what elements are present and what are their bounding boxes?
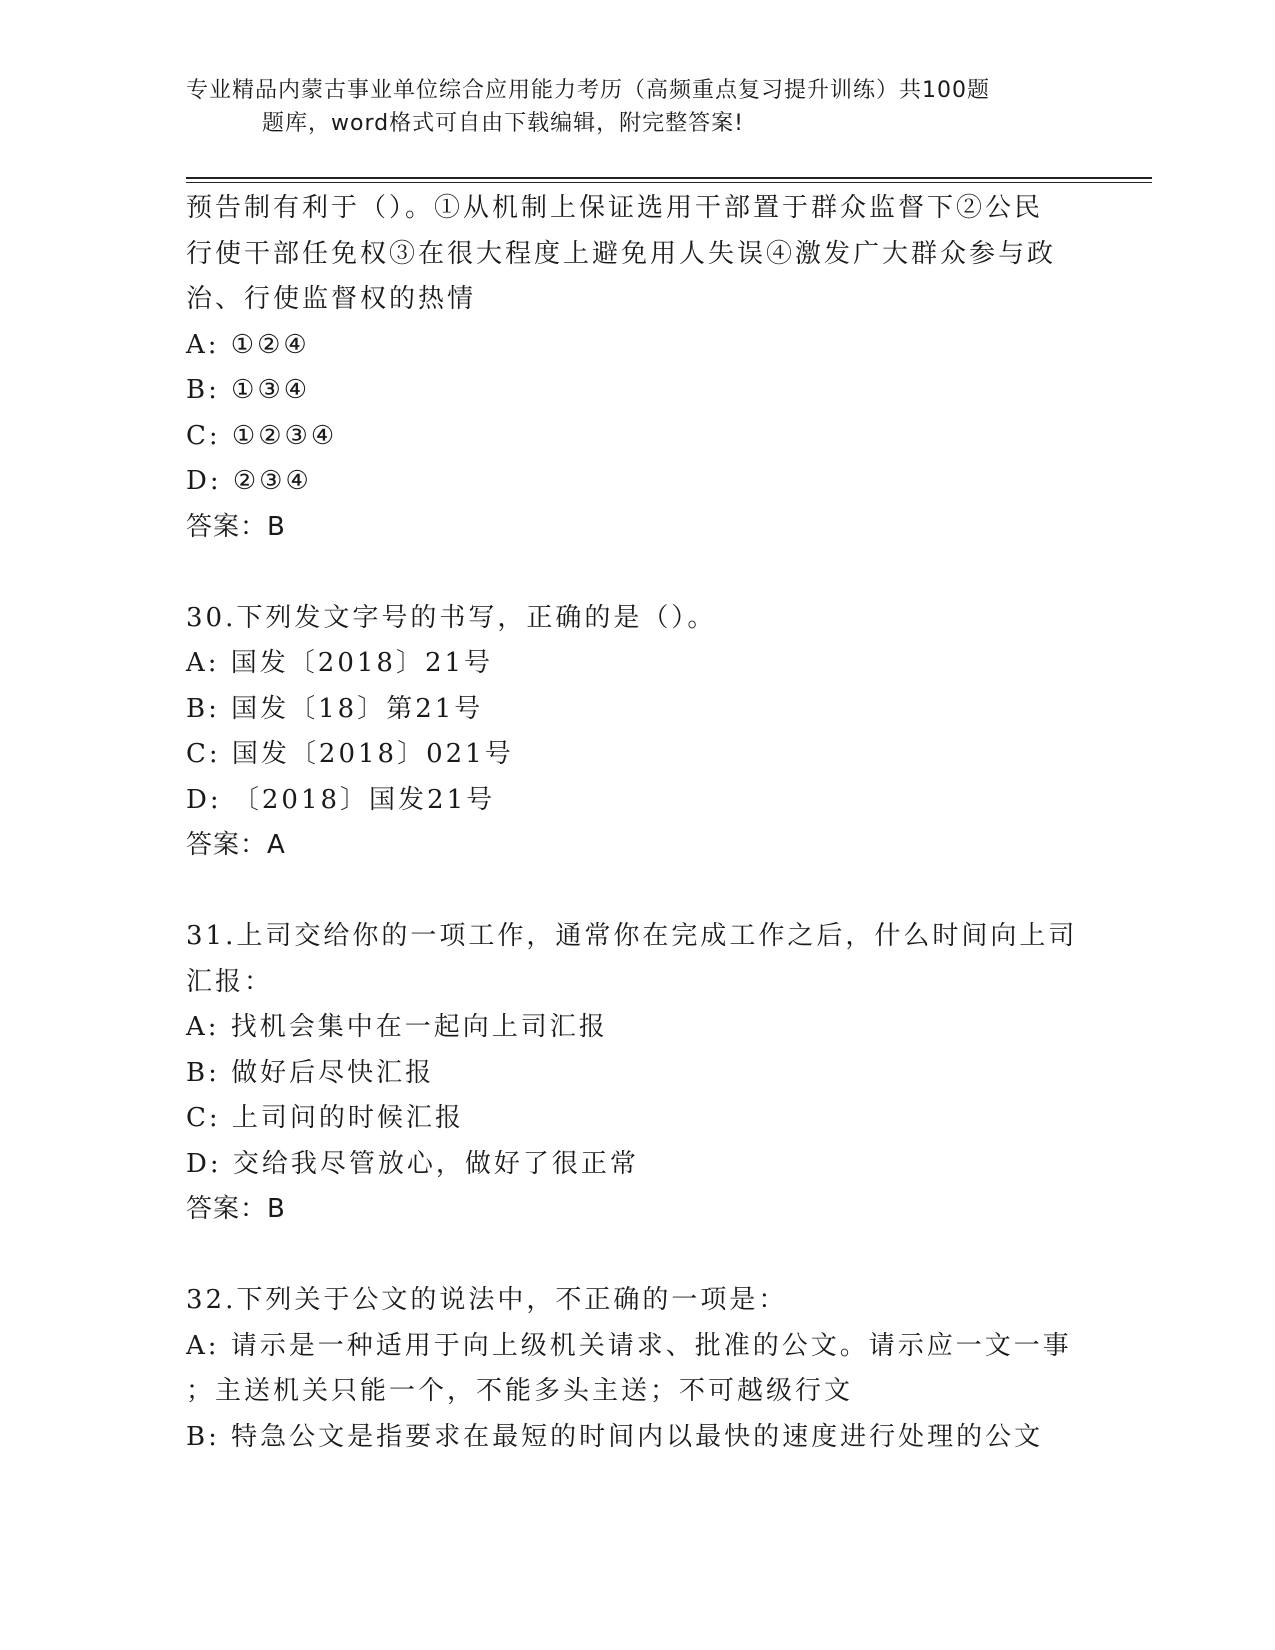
option-b: B: 特急公文是指要求在最短的时间内以最快的速度进行处理的公文 [186,1421,1044,1452]
option-b: B: 国发〔18〕第21号 [186,693,484,724]
header-rule-thick [186,177,1152,179]
option-d: D: 交给我尽管放心，做好了很正常 [186,1148,639,1179]
option-b: B: ①③④ [186,375,311,405]
question-block [186,596,1086,869]
option-c: C: 国发〔2018〕021号 [186,739,514,769]
question-spacer [186,1233,1086,1279]
header-title-line-1: 专业精品内蒙古事业单位综合应用能力考历（高频重点复习提升训练）共100题 [186,78,990,103]
option-a: A: ①②④ [186,329,310,360]
answer-text: 答案：A [186,830,286,860]
option-a: A: 找机会集中在一起向上司汇报 [186,1012,608,1042]
question-list [186,186,1086,1460]
answer-text: 答案：B [186,511,286,542]
question-stem-line: 汇报： [186,966,274,997]
option-b: B: 做好后尽快汇报 [186,1057,435,1088]
question-spacer [186,869,1086,915]
question-stem-line: 32.下列关于公文的说法中，不正确的一项是： [186,1285,788,1315]
question-spacer [186,550,1086,596]
header-rule-thin [186,182,1152,183]
answer-text: 答案：B [186,1194,286,1224]
option-a: A: 请示是一种适用于向上级机关请求、批准的公文。请示应一文一事 [186,1330,1072,1361]
option-a: A: 国发〔2018〕21号 [186,648,494,678]
option-d: D: 〔2018〕国发21号 [186,784,496,815]
option-d: D: ②③④ [186,466,312,496]
question-block [186,914,1086,1233]
option-a-continued: ；主送机关只能一个，不能多头主送；不可越级行文 [186,1376,854,1406]
option-c: C: ①②③④ [186,420,338,451]
question-stem-line: 预告制有利于（）。①从机制上保证选用干部置于群众监督下②公民 [186,193,1044,223]
document-header [186,74,1066,140]
question-stem-line: 30.下列发文字号的书写，正确的是（）。 [186,602,717,633]
question-stem-line: 31.上司交给你的一项工作，通常你在完成工作之后，什么时间向上司 [186,921,1078,951]
question-stem-line: 行使干部任免权③在很大程度上避免用人失误④激发广大群众参与政 [186,238,1057,269]
question-block [186,1278,1086,1460]
question-block [186,186,1086,550]
question-stem-line: 治、行使监督权的热情 [186,284,477,314]
option-c: C: 上司问的时候汇报 [186,1103,464,1133]
header-title-line-2: 题库，word格式可自由下载编辑，附完整答案! [262,111,744,136]
